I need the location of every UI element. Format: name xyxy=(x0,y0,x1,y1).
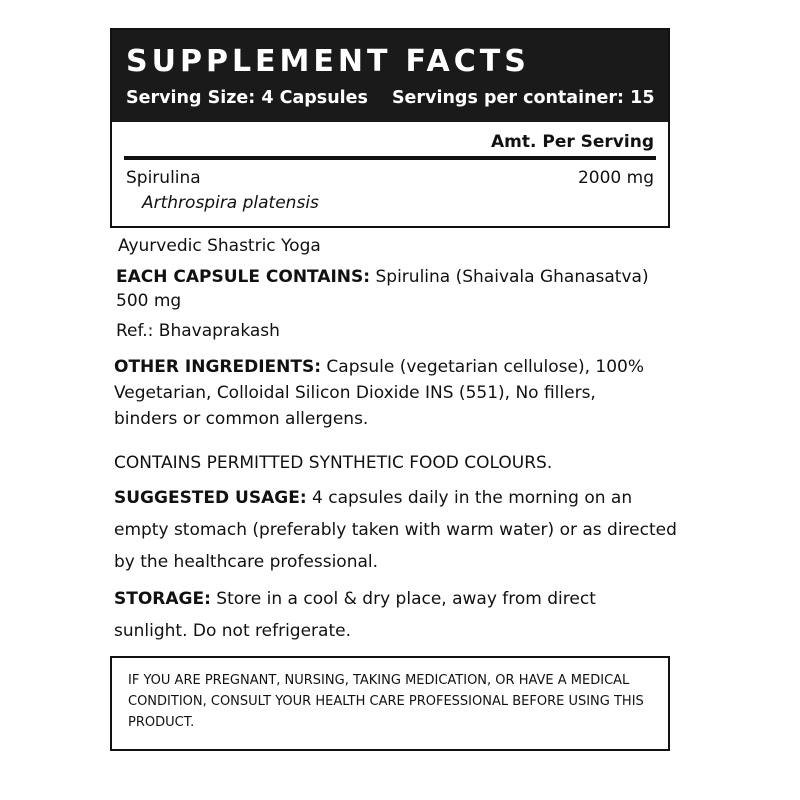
storage-text: Store in a cool & dry place, away from direct sunlight. Do not refrigerate. xyxy=(114,589,596,641)
colours-note: CONTAINS PERMITTED SYNTHETIC FOOD COLOURS. xyxy=(114,453,553,473)
reference-text: Ref.: Bhavaprakash xyxy=(116,321,280,341)
facts-title-word2: FACTS xyxy=(405,44,530,79)
suggested-usage-label: SUGGESTED USAGE: xyxy=(114,488,307,508)
amount-per-serving-header: Amt. Per Serving xyxy=(124,122,656,160)
other-ingredients-section xyxy=(114,354,659,432)
ingredient-name: Spirulina xyxy=(126,168,201,188)
ingredient-amount: 2000 mg xyxy=(577,168,654,188)
each-capsule-section xyxy=(116,265,686,313)
warning-text: IF YOU ARE PREGNANT, NURSING, TAKING MEDICATION, OR HAVE A MEDICAL CONDITION, CONSULT YOUR HEALTH CARE PROFESSIONAL BEFORE USING THIS PRODUCT. xyxy=(128,673,644,730)
ingredient-row xyxy=(124,160,656,220)
storage-section xyxy=(114,583,674,647)
warning-box xyxy=(110,656,670,751)
ingredient-latin-name: Arthrospira platensis xyxy=(142,193,319,213)
suggested-usage-section xyxy=(114,482,679,578)
facts-title-word1: SUPPLEMENT xyxy=(126,44,392,79)
servings-per-container: Servings per container: 15 xyxy=(391,88,655,108)
storage-label: STORAGE: xyxy=(114,589,211,609)
facts-title xyxy=(126,44,654,80)
facts-header xyxy=(112,30,668,122)
each-capsule-label: EACH CAPSULE CONTAINS: xyxy=(116,267,371,287)
supplement-facts-panel xyxy=(110,28,670,228)
category-text: Ayurvedic Shastric Yoga xyxy=(118,236,321,256)
other-ingredients-text: Capsule (vegetarian cellulose), 100% Vegetarian, Colloidal Silicon Dioxide INS (551), No fillers, binders or common allergens. xyxy=(114,357,645,429)
serving-size: Serving Size: 4 Capsules xyxy=(126,88,368,108)
serving-info xyxy=(126,88,654,108)
suggested-usage-text: 4 capsules daily in the morning on an empty stomach (preferably taken with warm water) or as directed by the healthcare professional. xyxy=(114,488,677,572)
each-capsule-text: Spirulina (Shaivala Ghanasatva) 500 mg xyxy=(116,267,649,311)
other-ingredients-label: OTHER INGREDIENTS: xyxy=(114,357,322,377)
